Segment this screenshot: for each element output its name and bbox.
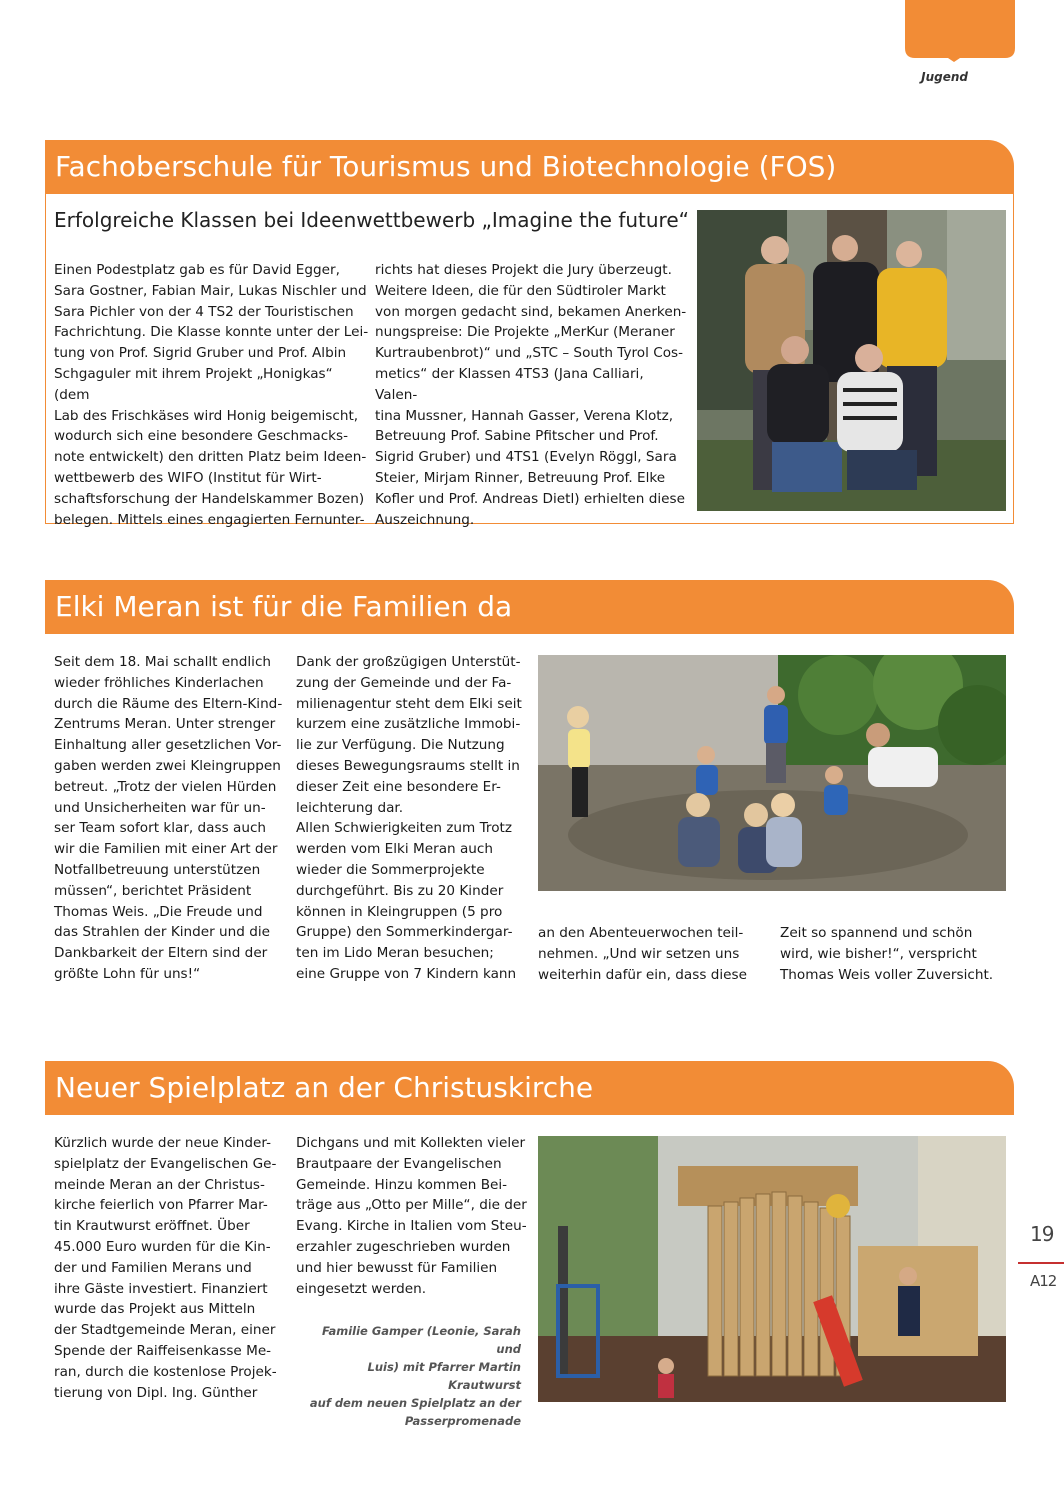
article-column: Dank der großzügigen Unterstüt- zung der Gemeinde und der Fa- milienagentur steht dem Elki seit kurzem eine zusätzliche Immobi- lie zur Verfügung. Die Nutzung dieses Bewegungsraums stellt in dieser Zeit eine besondere Er- leichterung dar. Allen Schwierigkeiten zum Trotz werden vom Elki Meran auch wieder die Sommerprojekte durchgeführt. Bis zu 20 Kinder können in Kleingruppen (5 pro Gruppe) den Sommerkindergar- ten im Lido Meran besuchen; eine Gruppe von 7 Kindern kann [296, 654, 522, 982]
article-column: Zeit so spannend und schön wird, wie bisher!“, verspricht Thomas Weis voller Zuversicht. [780, 925, 994, 983]
article-column: Kürzlich wurde der neue Kinder- spielplatz der Evangelischen Ge- meinde Meran an der Christus- kirche feierlich von Pfarrer Mar- tin Krautwurst eröffnet. Über 45.000 Euro wurden für die Kin- der und Familien Merans und ihre Gäste investiert. Finanziert wurde das Projekt aus Mitteln der Stadtgemeinde Meran, einer Spende der Raiffeisenkasse Me- ran, durch die kostenlose Projek- tierung von Dipl. Ing. Günther [54, 1135, 277, 1401]
article-column: Dichgans und mit Kollekten vieler Brautpaare der Evangelischen Gemeinde. Hinzu kommen Bei- träge aus „Otto per Mille“, die der Evang. Kirche in Italien vom Steu- erzahler zugeschrieben wurden und hier bewusst für Familien eingesetzt werden. [296, 1135, 527, 1297]
article-title: Fachoberschule für Tourismus und Biotechnologie (FOS) [45, 140, 1014, 194]
page-sub-number: A12 [1030, 1272, 1057, 1290]
page-number: 19 [1030, 1222, 1054, 1246]
section-label: Jugend [921, 70, 968, 84]
article-column: richts hat dieses Projekt die Jury überzeugt. Weitere Ideen, die für den Südtiroler Markt von morgen gedacht sind, bekamen Anerken- nungspreise: Die Projekte „MerKur (Meraner Kurtraubenbrot)“ und „STC – South Tyrol Cos- metics“ der Klassen 4TS3 (Jana Calliari, Valen- tina Mussner, Hannah Gasser, Verena Klotz, Betreuung Prof. Sabine Pfitscher und Prof. Sigrid Gruber) und 4TS1 (Evelyn Röggl, Sara Steier, Mirjam Rinner, Betreuung Prof. Elke Kofler und Prof. Andreas Dietl) erhielten diese Auszeichnung. [375, 262, 687, 528]
article-title: Elki Meran ist für die Familien da [45, 580, 1014, 634]
article-column: an den Abenteuerwochen teil- nehmen. „Und wir setzen uns weiterhin dafür ein, dass diese [538, 925, 747, 983]
page-number-divider [1018, 1262, 1064, 1264]
students-photo [697, 210, 1006, 511]
article-subtitle: Erfolgreiche Klassen bei Ideenwettbewerb „Imagine the future“ [54, 208, 689, 232]
photo-caption: Familie Gamper (Leonie, Sarah und Luis) mit Pfarrer Martin Krautwurst auf dem neuen Spielplatz an der Passerpromenade [309, 1324, 521, 1428]
article-column: Seit dem 18. Mai schallt endlich wieder fröhliches Kinderlachen durch die Räume des Eltern-Kind- Zentrums Meran. Unter strenger Einhaltung aller gesetzlichen Vor- gaben werden zwei Kleingruppen betreut. „Trotz der vielen Hürden und Unsicherheiten war für un- ser Team sofort klar, dass auch wir die Familien mit einer Art der Notfallbetreuung unterstützen müssen“, berichtet Präsident Thomas Weis. „Die Freude und das Strahlen der Kinder und die Dankbarkeit der Eltern sind der größte Lohn für uns!“ [54, 654, 283, 982]
article-title: Neuer Spielplatz an der Christuskirche [45, 1061, 1014, 1115]
children-sandpit-photo [538, 655, 1006, 891]
article-column: Einen Podestplatz gab es für David Egger, Sara Gostner, Fabian Mair, Lukas Nischler und Sara Pichler von der 4 TS2 der Touristischen Fachrichtung. Die Klasse konnte unter der Lei- tung von Prof. Sigrid Gruber und Prof. Albin Schgaguler mit ihrem Projekt „Honigkas“ (dem Lab des Frischkäses wird Honig beigemischt, wodurch sich eine besondere Geschmacks- note entwickelt) den dritten Platz beim Ideen- wettbewerb des WIFO (Institut für Wirt- schaftsforschung der Handelskammer Bozen) belegen. Mittels eines engagierten Fernunter- [54, 262, 369, 528]
header-tab [905, 0, 1015, 62]
playground-photo [538, 1136, 1006, 1402]
